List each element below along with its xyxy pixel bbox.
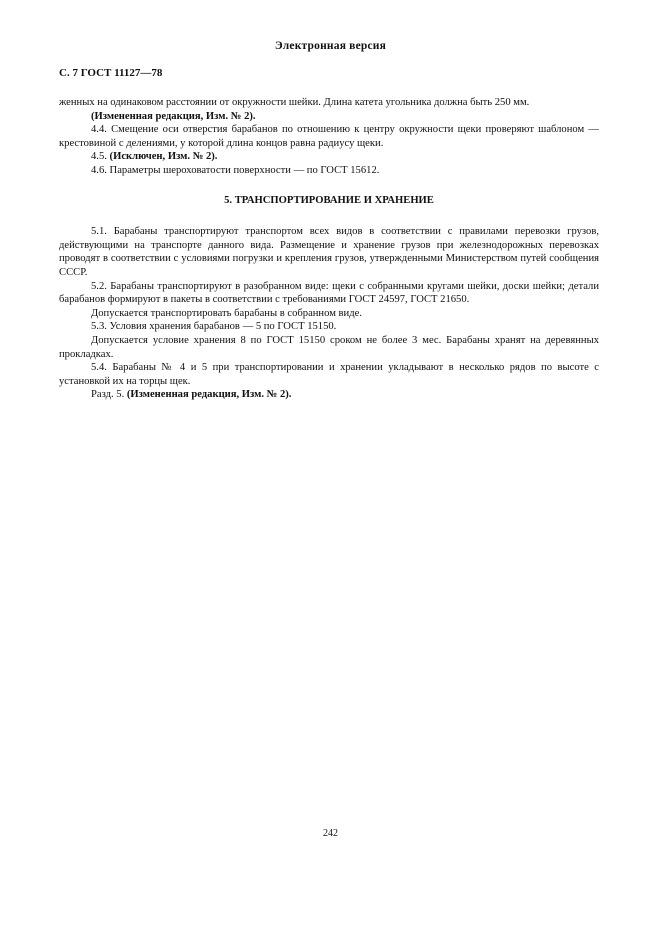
document-body <box>59 96 599 402</box>
page-code: С. 7 ГОСТ 11127—78 <box>59 67 163 79</box>
paragraph-continuation: женных на одинаковом расстоянии от окружности шейки. Длина катета угольника должна быть 250 мм. <box>59 97 530 108</box>
section-5-heading: 5. ТРАНСПОРТИРОВАНИЕ И ХРАНЕНИЕ <box>224 194 434 206</box>
amendment-note: (Измененная редакция, Изм. № 2). <box>91 110 256 122</box>
page-number: 242 <box>323 828 338 839</box>
paragraph-4-5-note: (Исключен, Изм. № 2). <box>109 151 218 163</box>
paragraph-5-2: 5.2. Барабаны транспортируют в разобранном виде: щеки с собранными кругами шейки, доски шейки; детали барабанов формируют в пакеты в соответствии с требованиями ГОСТ 24597, ГОСТ 21650. <box>59 280 599 306</box>
paragraph-5-3-addendum: Допускается условие хранения 8 по ГОСТ 15150 сроком не более 3 мес. Барабаны хранят на деревянных прокладках. <box>59 334 599 360</box>
section-5-amendment-prefix: Разд. 5. <box>91 389 127 401</box>
document-header-title: Электронная версия <box>274 40 387 52</box>
paragraph-5-1: 5.1. Барабаны транспортируют транспортом всех видов в соответствии с правилами перевозки грузов, действующими на транспорте данного вида. Размещение и хранение грузов при железнодорожных перевозках проводят в соответствии с условиями погрузки и крепления грузов, утвержденными Министерством путей сообщения СССР. <box>59 226 599 278</box>
section-5-amendment <box>59 388 599 402</box>
section-5-amendment-note: (Измененная редакция, Изм. № 2). <box>126 389 292 401</box>
paragraph-5-2-addendum: Допускается транспортировать барабаны в собранном виде. <box>91 307 362 319</box>
paragraph-4-5-number: 4.5. <box>91 151 110 163</box>
paragraph-5-3: 5.3. Условия хранения барабанов — 5 по ГОСТ 15150. <box>91 321 337 333</box>
paragraph-4-5 <box>59 150 599 164</box>
paragraph-4-6: 4.6. Параметры шероховатости поверхности — по ГОСТ 15612. <box>91 164 380 176</box>
paragraph-5-4: 5.4. Барабаны № 4 и 5 при транспортировании и хранении укладывают в несколько рядов по высоте с установкой их на торцы щек. <box>59 362 599 387</box>
paragraph-4-4: 4.4. Смещение оси отверстия барабанов по отношению к центру окружности щеки проверяют шаблоном — крестовиной с делениями, у которой длина концов равна радиусу щеки. <box>59 124 599 149</box>
